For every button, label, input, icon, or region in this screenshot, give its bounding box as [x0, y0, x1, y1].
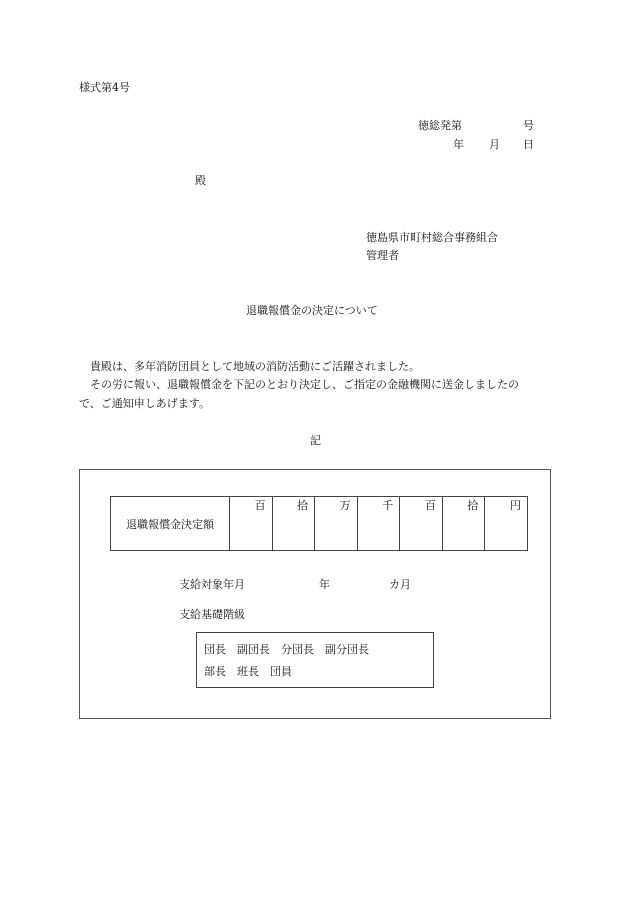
date-year: 年: [453, 138, 464, 151]
amount-unit-ju: 拾: [297, 499, 309, 512]
period-months: カ月: [389, 578, 411, 591]
amount-unit-cell: [230, 497, 273, 551]
ki-heading: 記: [310, 434, 321, 447]
amount-label: 退職報償金決定額: [126, 517, 214, 531]
recipient-suffix: 殿: [195, 174, 206, 187]
amount-unit-cell: [272, 497, 315, 551]
body-line-1: 貴殿は、多年消防団員として地域の消防活動にご活躍されました。: [90, 360, 420, 373]
form-number: 様式第4号: [79, 81, 130, 94]
amount-unit-cell: [400, 497, 443, 551]
body-line-3: で、ご通知申しあげます。: [79, 397, 210, 410]
amount-unit-yen: 円: [510, 499, 521, 512]
date-month: 月: [489, 138, 500, 151]
period-year: 年: [319, 578, 330, 591]
amount-unit-hyaku-2: 百: [424, 499, 436, 512]
sender-organization: 徳島県市町村総合事務組合: [366, 231, 498, 244]
doc-number-suffix: 号: [523, 119, 534, 132]
amount-label-cell: [111, 497, 230, 551]
sender-title: 管理者: [366, 249, 399, 262]
rank-line-1: 団長 副団長 分団長 副分団長: [204, 643, 369, 656]
amount-table: [110, 496, 528, 551]
rank-label: 支給基礎階級: [179, 608, 245, 621]
amount-unit-cell: [357, 497, 400, 551]
rank-line-2: 部長 班長 団員: [204, 665, 292, 678]
amount-unit-ju-2: 拾: [467, 499, 479, 512]
amount-unit-cell: [315, 497, 358, 551]
period-label: 支給対象年月: [179, 578, 245, 591]
body-line-2: その労に報い、退職報償金を下記のとおり決定し、ご指定の金融機関に送金しましたの: [90, 378, 519, 391]
amount-unit-cell: [442, 497, 485, 551]
rank-box: [196, 632, 434, 688]
date-day: 日: [523, 138, 534, 151]
amount-unit-man: 万: [339, 499, 351, 512]
amount-unit-cell: [485, 497, 528, 551]
doc-number-prefix: 徳総発第: [418, 119, 462, 132]
amount-unit-hyaku: 百: [254, 499, 266, 512]
amount-unit-sen: 千: [382, 499, 394, 512]
subject-title: 退職報償金の決定について: [246, 304, 378, 317]
